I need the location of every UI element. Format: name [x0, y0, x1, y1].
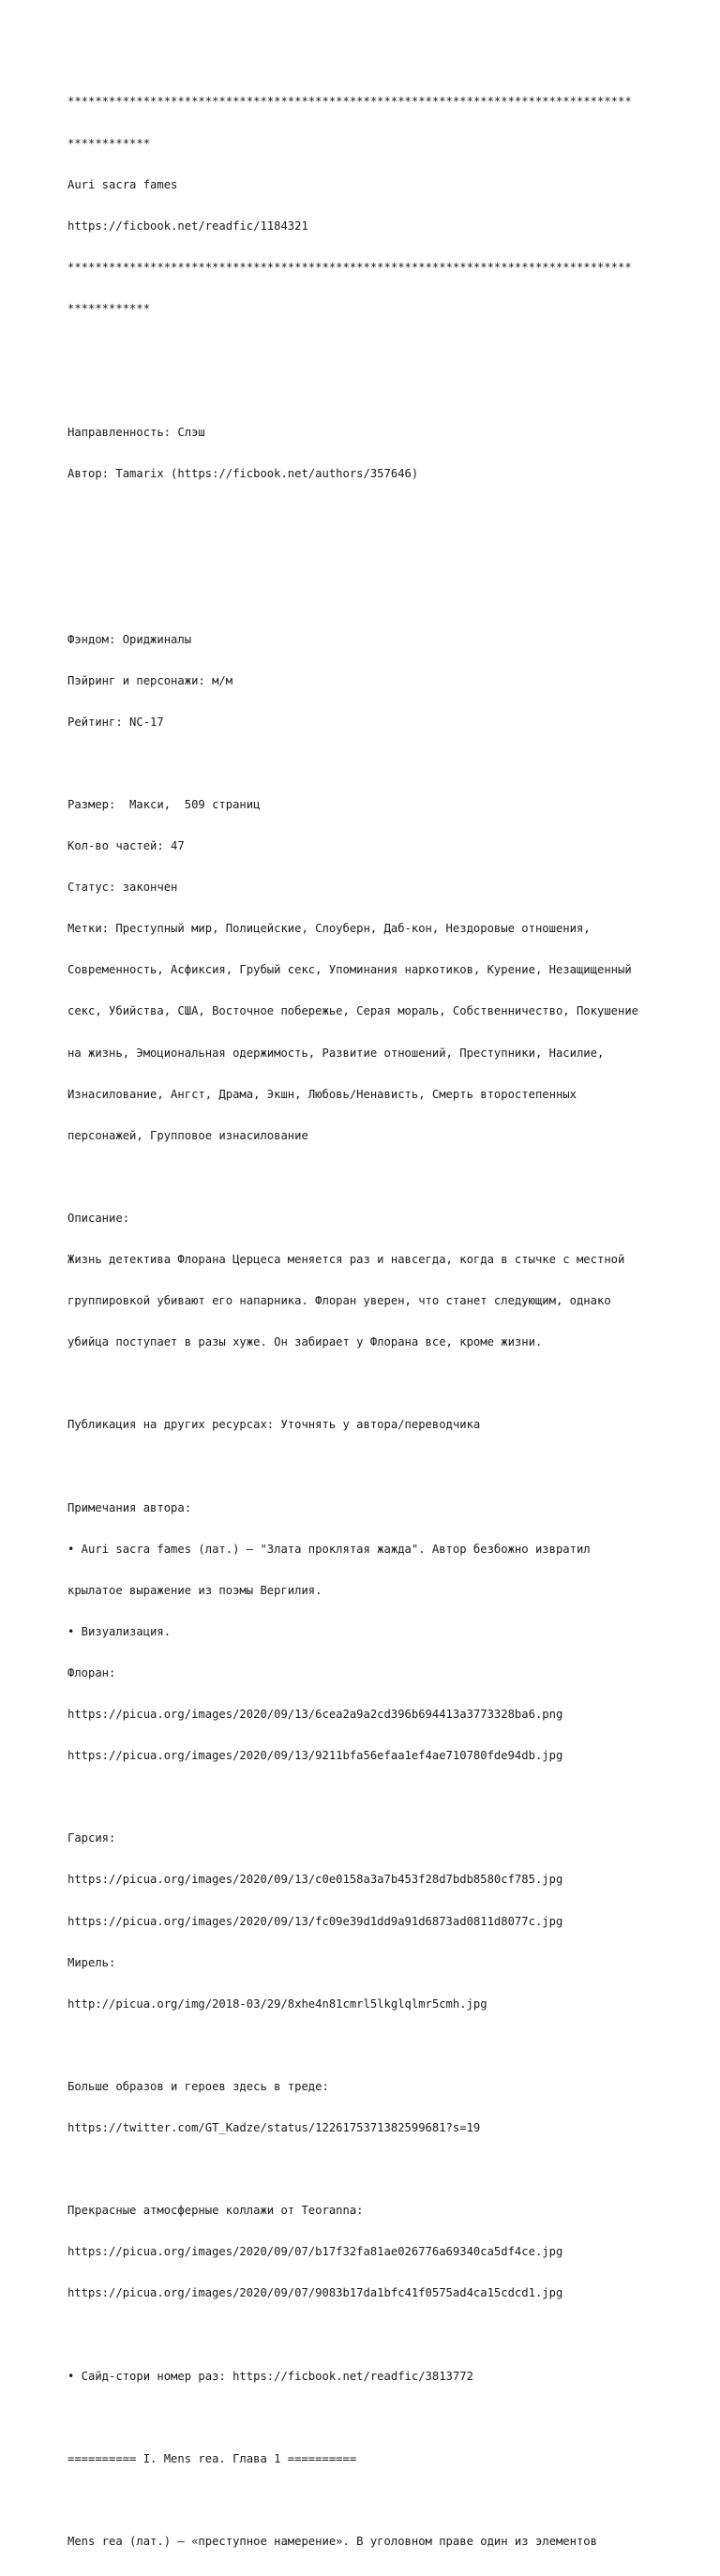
- publication-field: Публикация на других ресурсах: Уточнять у автора/переводчика: [68, 1418, 481, 1432]
- notes-line: крылатое выражение из поэмы Вергилия.: [68, 1583, 322, 1597]
- parts-field: Кол-во частей: 47: [68, 839, 185, 853]
- direction-field: Направленность: Слэш: [68, 426, 205, 440]
- floran-image-link[interactable]: https://picua.org/images/2020/09/13/6cea2a9a2cd396b694413a3773328ba6.png: [68, 1708, 563, 1722]
- tags-line: Изнасилование, Ангст, Драма, Экшн, Любовь/Ненависть, Смерть второстепенных: [68, 1087, 577, 1101]
- status-field: Статус: закончен: [68, 881, 178, 895]
- tags-line: персонажей, Групповое изнасилование: [68, 1128, 308, 1142]
- pairing-field: Пэйринг и персонажи: м/м: [68, 673, 233, 687]
- rating-field: Рейтинг: NC-17: [68, 715, 164, 729]
- author-field[interactable]: Автор: Tamarix (https://ficbook.net/authors/357646): [68, 467, 419, 481]
- chapter-heading: ========== I. Mens rea. Глава 1 ==========: [68, 2451, 357, 2465]
- separator-stars: ************: [68, 136, 151, 150]
- fandom-field: Фэндом: Ориджиналы: [68, 632, 192, 646]
- tags-line: Современность, Асфиксия, Грубый секс, Упоминания наркотиков, Курение, Незащищенный: [68, 963, 632, 977]
- collage-link[interactable]: https://picua.org/images/2020/09/07/b17f32fa81ae026776a69340ca5df4ce.jpg: [68, 2245, 563, 2259]
- twitter-thread-link[interactable]: https://twitter.com/GT_Kadze/status/1226175371382599681?s=19: [68, 2121, 481, 2134]
- notes-line: • Auri sacra fames (лат.) — "Злата проклятая жажда". Автор безбожно извратил: [68, 1542, 591, 1556]
- garcia-image-link[interactable]: https://picua.org/images/2020/09/13/fc09e39d1dd9a91d6873ad0811d8077c.jpg: [68, 1914, 563, 1928]
- notes-label: Примечания автора:: [68, 1500, 192, 1514]
- collage-link[interactable]: https://picua.org/images/2020/09/07/9083b17da1bfc41f0575ad4ca15cdcd1.jpg: [68, 2286, 563, 2300]
- mirel-image-link[interactable]: http://picua.org/img/2018-03/29/8xhe4n81cmrl5lkglqlmr5cmh.jpg: [68, 1996, 488, 2011]
- tags-line: Метки: Преступный мир, Полицейские, Слоуберн, Даб-кон, Нездоровые отношения,: [68, 922, 591, 936]
- notes-line: • Визуализация.: [68, 1624, 172, 1638]
- floran-image-link[interactable]: https://picua.org/images/2020/09/13/9211bfa56efaa1ef4ae710780fde94db.jpg: [68, 1749, 563, 1763]
- more-images-label: Больше образов и героев здесь в треде:: [68, 2079, 329, 2093]
- description-line: группировкой убивают его напарника. Флоран уверен, что станет следующим, однако: [68, 1294, 611, 1308]
- separator-stars: ************: [68, 301, 151, 315]
- description-line: Жизнь детектива Флорана Церцеса меняется раз и навсегда, когда в стычке с местной: [68, 1253, 625, 1267]
- description-label: Описание:: [68, 1211, 130, 1225]
- garcia-image-link[interactable]: https://picua.org/images/2020/09/13/c0e0158a3a7b453f28d7bdb8580cf785.jpg: [68, 1873, 563, 1887]
- garcia-label: Гарсия:: [68, 1831, 116, 1845]
- document-text: [68, 68, 668, 2576]
- sidestory-link[interactable]: • Сайд-стори номер раз: https://ficbook.net/readfic/3813772: [68, 2369, 473, 2383]
- tags-line: на жизнь, Эмоциональная одержимость, Развитие отношений, Преступники, Насилие,: [68, 1046, 605, 1060]
- description-line: убийца поступает в разы хуже. Он забирает у Флорана все, кроме жизни.: [68, 1335, 543, 1349]
- mirel-label: Мирель:: [68, 1955, 116, 1969]
- tags-line: секс, Убийства, США, Восточное побережье, Серая мораль, Собственничество, Покушение: [68, 1004, 639, 1018]
- separator-stars: **********************************************************************************: [68, 95, 632, 109]
- floran-label: Флоран:: [68, 1665, 116, 1680]
- size-field: Размер: Макси, 509 страниц: [68, 798, 261, 811]
- collages-label: Прекрасные атмосферные коллажи от Teoranna:: [68, 2204, 364, 2218]
- work-url-link[interactable]: https://ficbook.net/readfic/1184321: [68, 218, 308, 233]
- separator-stars: **********************************************************************************: [68, 260, 632, 274]
- work-title: Auri sacra fames: [68, 177, 178, 191]
- chapter-text-line: Mens rea (лат.) – «преступное намерение». В уголовном праве один из элементов: [68, 2534, 597, 2548]
